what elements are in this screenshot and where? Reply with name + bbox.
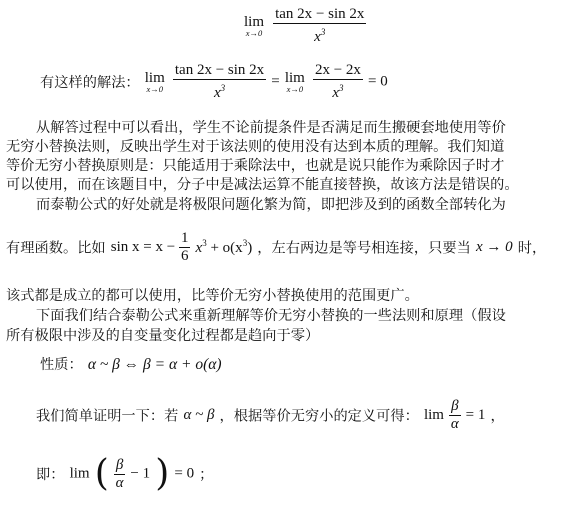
paragraph-line: 下面我们结合泰勒公式来重新理解等价无穷小替换的一些法则和原理（假设 [36,308,506,324]
paragraph-line: 而泰勒公式的好处就是将极限问题化繁为简，即把涉及到的函数全部转化为 [36,197,506,213]
proof-line: 我们简单证明一下：若 α ~ β ，根据等价无穷小的定义可得： lim $\frac{\beta}{\alpha}$ = 1 ， [36,398,505,432]
solution-line: 有这样的解法： lim x→0 $\frac{\tan 2x - \sin 2x}{x^3}$ = lim x→0 $\frac{2x - 2x}{x^3}$ = 0 [40,62,388,101]
taylor-line: 有理函数。比如 sin x = x − $\frac{1}{6}$ $x^3 + o(x^3)$ ，左右两边是等号相连接，只要当 x → 0 时， [6,230,547,264]
limit-operator: lim x→0 [244,13,265,38]
paragraph-line: 等价无穷小替换原则是：只能适用于乘除法中，也就是说只能作为乘除因子时才 [6,158,505,174]
paragraph-line: 从解答过程中可以看出，学生不论前提条件是否满足而生搬硬套地使用等价 [36,120,506,136]
paragraph-line: 无穷小替换法则，反映出学生对于该法则的使用没有达到本质的理解。我们知道 [6,139,505,155]
conclusion-line: 即： lim ( $\frac{\beta}{\alpha}$ − 1 ) = 0 ； [36,453,214,494]
top-formula [244,6,366,46]
conclusion-fraction: $\frac{\beta}{\alpha}$ [115,456,124,491]
limit-operator: lim x→0 [144,69,165,94]
paragraph-line: 可以使用，而在该题目中，分子中是减法运算不能直接替换，故该方法是错误的。 [6,177,519,193]
property-formula: α ~ β ⇔ β = α + o(α) [87,356,222,373]
taylor-fraction: $\frac{1}{6}$ [180,230,189,264]
solution-fraction-2: $\frac{2x - 2x}{x^3}$ [314,62,361,101]
solution-fraction-1: $\frac{\tan 2x - \sin 2x}{x^3}$ [174,62,265,101]
solution-label: 有这样的解法： [40,75,140,91]
limit-operator: lim x→0 [284,69,305,94]
property-line: 性质： α ~ β ⇔ β = α + o(α) [40,356,222,373]
top-fraction: $\frac{\tan 2x - \sin 2x}{x^3}$ [275,6,365,45]
paragraph-line: 该式都是成立的都可以使用，比等价无穷小替换使用的范围更广。 [6,288,419,304]
paragraph-line: 所有极限中涉及的自变量变化过程都是趋向于零） [6,328,320,344]
proof-fraction: $\frac{\beta}{\alpha}$ [450,398,459,432]
